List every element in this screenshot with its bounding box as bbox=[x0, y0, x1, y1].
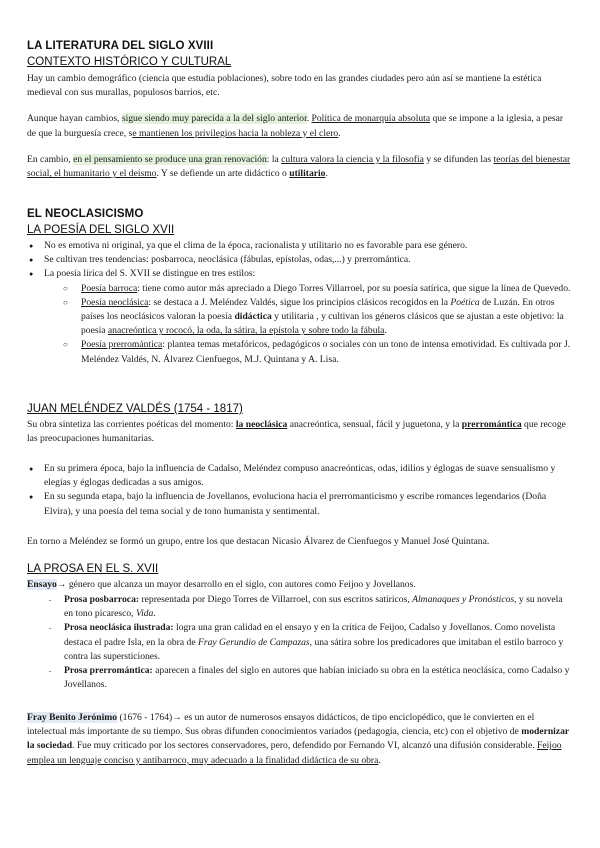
list-item: ○ Poesía neoclásica: se destaca a J. Meléndez Valdés, sigue los principios clásicos recogidos en la Poética de Luzán. En otros países los neoclásicos valoran la poesía didáctica y utilitaria , y cultivan los géneros clásicos que se ajustan a este objetivo: la poesía anacreóntica y rococó, la oda, la sátira, la epístola y sobre todo la fábula. bbox=[44, 296, 573, 339]
list-item: - Prosa neoclásica ilustrada: logra una gran calidad en el ensayo y en la crítica de Feijoo, Cadalso y Jovellanos. Como novelista destaca el padre Isla, en la obra de Fray Gerundio de Campazas, una sátira sobre los predicadores que imitaban el estilo barroco y contra las supersticiones. bbox=[27, 621, 573, 664]
poesia-list bbox=[27, 239, 573, 367]
list-item: ● En su primera época, bajo la influencia de Cadalso, Meléndez compuso anacreónticas, odas, idilios y églogas de suave sensualismo y elegías y églogas dedicadas a sus amigos. bbox=[27, 462, 573, 490]
prosa-list bbox=[27, 593, 573, 692]
list-item: ● En su segunda etapa, bajo la influencia de Jovellanos, evoluciona hacia el prerromanticismo y escribe romances legendarios (Doña Elvira), y una poesía del tema social y de tono humanista y sentimental. bbox=[27, 490, 573, 518]
list-item: ○ Poesía barroca: tiene como autor más apreciado a Diego Torres Villarroel, por su poesía satírica, que sigue la línea de Quevedo. bbox=[44, 282, 573, 296]
heading-melendez: JUAN MELÉNDEZ VALDÉS (1754 - 1817) bbox=[27, 403, 243, 415]
list-item: ○ Poesía prerromántica: plantea temas metafóricos, pedagógicos o sociales con un tono de intensa emotividad. Es cultivada por J. Meléndez Valdés, N. Álvarez Cienfuegos, M.J. Quintana y A. Lisa. bbox=[44, 338, 573, 366]
melendez-list bbox=[27, 462, 573, 519]
list-item: - Prosa prerromántica: aparecen a finales del siglo en autores que habían iniciado su obra en la estética neoclásica, como Cadalso y Jovellanos. bbox=[27, 664, 573, 692]
estilos-list bbox=[44, 282, 573, 367]
heading-poesia: LA POESÍA DEL SIGLO XVII bbox=[27, 224, 175, 236]
heading-contexto: CONTEXTO HISTÓRICO Y CULTURAL bbox=[27, 56, 232, 68]
document-title: LA LITERATURA DEL SIGLO XVIII bbox=[27, 40, 214, 52]
heading-prosa: LA PROSA EN EL S. XVII bbox=[27, 563, 159, 575]
contexto-section bbox=[27, 72, 573, 181]
heading-neoclasicismo: EL NEOCLASICISMO bbox=[27, 208, 144, 220]
feijoo-paragraph: Fray Benito Jerónimo (1676 - 1764)→ es un autor de numerosos ensayos didácticos, de tipo enciclopédico, que le convierten en el intelectual más importante de su tiempo. Sus obras difunden conocimientos variados (pedagogía, ciencia, etc) con el objetivo de modernizar la sociedad. Fue muy criticado por los sectores conservadores, pero, defendido por Fernando VI, alcanzó una difusión considerable. Feijoo emplea un lenguaje conciso y antibarroco, muy adecuado a la finalidad didáctica de su obra. bbox=[27, 712, 569, 766]
contexto-p3: En cambio, en el pensamiento se produce una gran renovación: la cultura valora la ciencia y la filosofía y se difunden las teorías del bienestar social, el humanitario y el deísmo. Y se defiende un arte didáctico o utilitario. bbox=[27, 153, 571, 180]
list-item: ● No es emotiva ni original, ya que el clima de la época, racionalista y utilitario no es favorable para ese género. bbox=[27, 239, 573, 253]
contexto-p2: Aunque hayan cambios, sigue siendo muy parecida a la del siglo anterior. Política de monarquía absoluta que se impone a la iglesia, a pesar de que la burguesía crece, se mantienen los privilegios hacia la nobleza y el clero. bbox=[27, 113, 564, 139]
melendez-intro: Su obra sintetiza las corrientes poéticas del momento: la neoclásica anacreóntica, sensual, fácil y juguetona, y la prerromántica que recoge las preocupaciones humanitarias. bbox=[27, 419, 566, 445]
contexto-p1: Hay un cambio demográfico (ciencia que estudia poblaciones), sobre todo en las grandes ciudades pero aún así se mantiene la estética medieval con sus murallas, populosos barrios, etc. bbox=[27, 73, 542, 99]
list-item: ● Se cultivan tres tendencias: posbarroca, neoclásica (fábulas, epístolas, odas,...) y prerromántica. bbox=[27, 253, 573, 267]
list-item: - Prosa posbarroca: representada por Diego Torres de Villarroel, con sus escritos satíricos, Almanaques y Pronósticos, y su novela en tono picaresco, Vida. bbox=[27, 593, 573, 621]
list-item: ● La poesía lírica del S. XVII se distingue en tres estilos: ○ Poesía barroca: tiene como autor más apreciado a Diego Torres Villarroel, por su poesía satírica, que sigue la línea de Quevedo. ○ Poesía neoclásica: se destaca a J. Meléndez Valdés, sigue los principios clásicos recogidos en la Poética de Luzán. En otros países los neoclásicos valoran la poesía didáctica y utilitaria , y cultivan los géneros clásicos que se ajustan a este objetivo: la poesía anacreóntica y rococó, la oda, la sátira, la epístola y sobre todo la fábula. ○ Poesía prerromántica: plantea temas metafóricos, pedagógicos o sociales con un tono de intensa emotividad. Es cultivada por J. Meléndez Valdés, N. Álvarez Cienfuegos, M.J. Quintana y A. Lisa. bbox=[27, 267, 573, 366]
melendez-grupo: En torno a Meléndez se formó un grupo, entre los que destacan Nicasio Álvarez de Cienfuegos y Manuel José Quintana. bbox=[27, 536, 490, 547]
prosa-intro: Ensayo→ género que alcanza un mayor desarrollo en el siglo, con autores como Feijoo y Jovellanos. bbox=[27, 579, 416, 590]
